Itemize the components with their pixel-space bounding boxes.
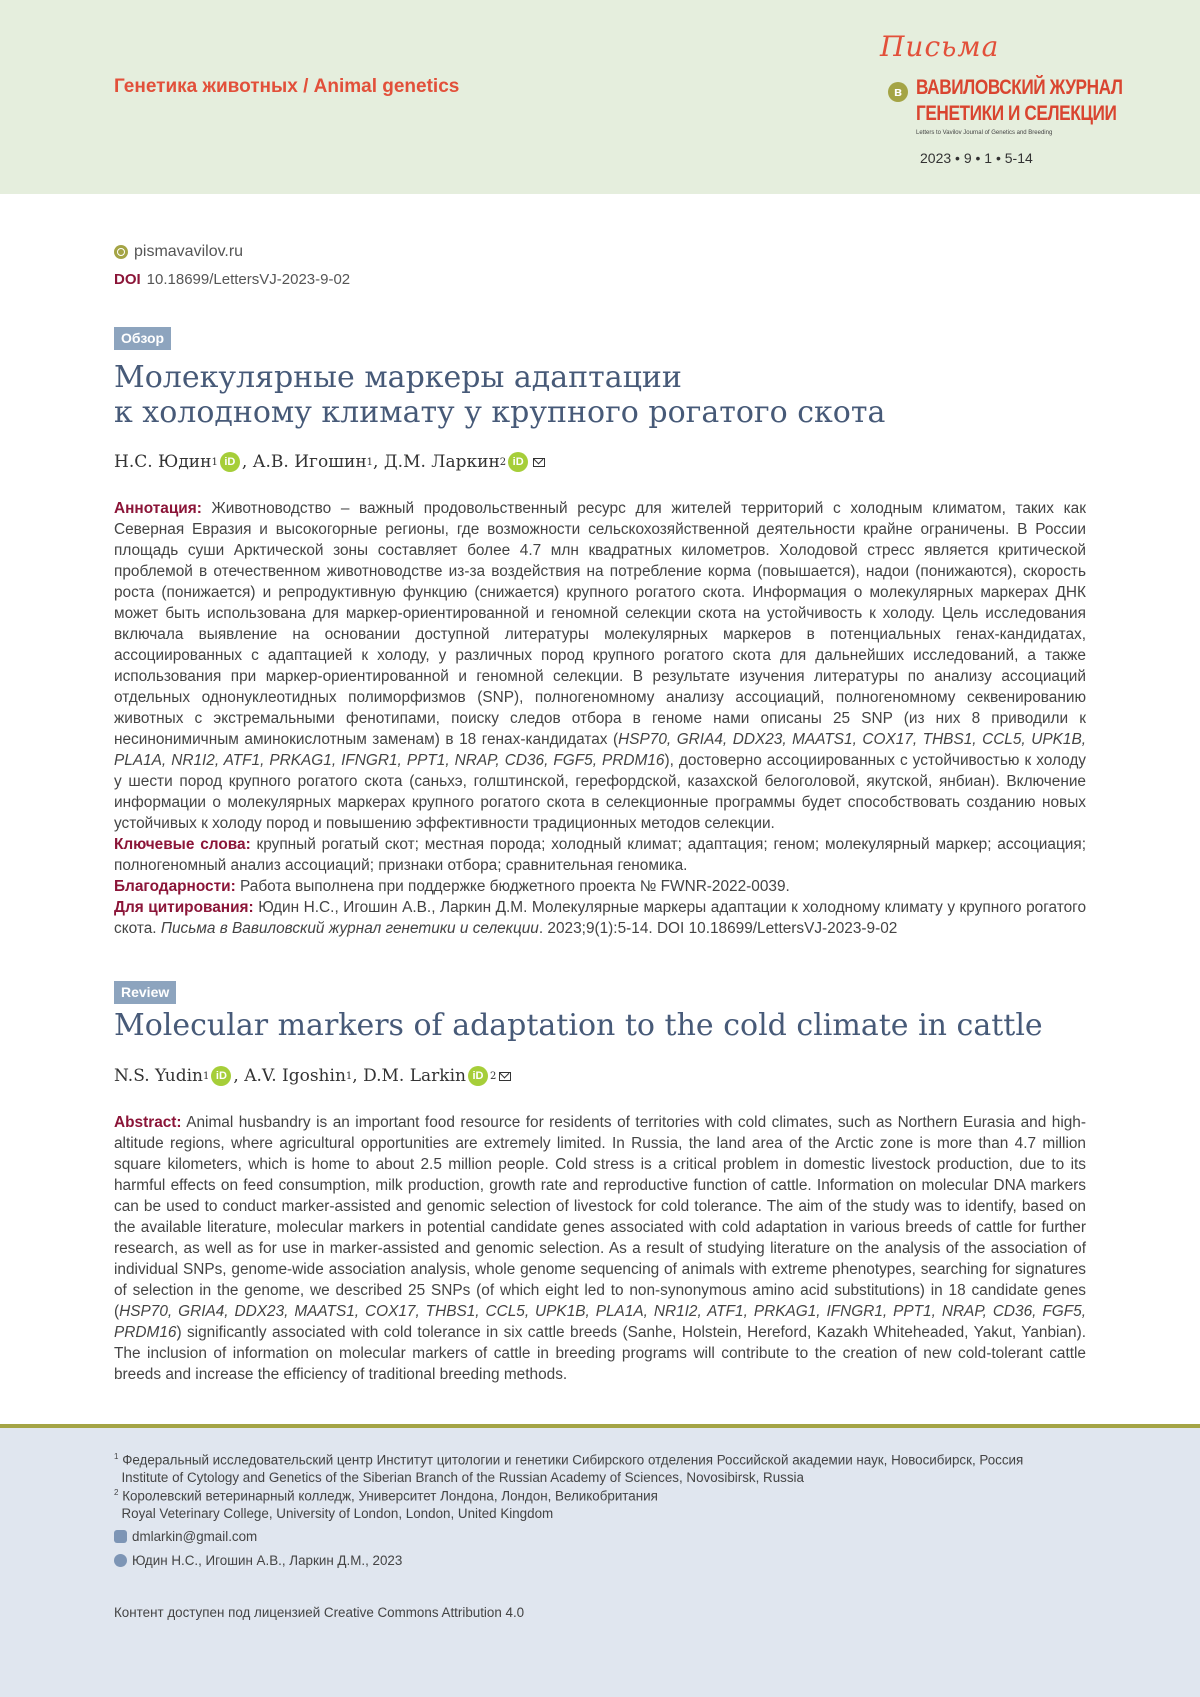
abstract-en-end: ) significantly associated with cold tolerance in six cattle breeds (Sanhe, Holstein, Hereford, Kazakh Whiteheaded, Yakut, Yanbian). The inclusion of information on molecular markers of cattle in breeding programs will contribute to the creation of new cold-tolerant cattle breeds and increase the efficiency of traditional breeding methods. (114, 1324, 1086, 1383)
logo-subtitle: Letters to Vavilov Journal of Genetics and Breeding (916, 130, 1052, 136)
author-ru-3: Д.М. Ларкин (384, 452, 500, 472)
author-en-1: N.S. Yudin (114, 1066, 203, 1086)
title-ru-line2: к холодному климату у крупного рогатого скота (114, 395, 885, 430)
copyright-icon (114, 1554, 127, 1567)
orcid-icon[interactable]: iD (468, 1066, 488, 1086)
aff1-sup: 1 (114, 1452, 118, 1461)
genes-ru: HSP70, GRIA4, DDX23, MAATS1, COX17, THBS1, CCL5, UPK1B, PLA1A, NR1I2, ATF1, PRKAG1, IFNGR1, PPT1, NRAP, CD36, FGF5, PRDM16 (114, 731, 1086, 769)
orcid-icon[interactable]: iD (220, 452, 240, 472)
affiliation-1 (114, 1448, 1023, 1487)
mail-icon[interactable] (533, 458, 545, 467)
authors-ru: Н.С. Юдин 1 iD , А.В. Игошин 1 , Д.М. Ларкин 2 iD (114, 452, 545, 472)
page-footer (0, 1428, 1200, 1697)
genes-en: HSP70, GRIA4, DDX23, MAATS1, COX17, THBS1, CCL5, UPK1B, PLA1A, NR1I2, ATF1, PRKAG1, IFNGR1, PPT1, NRAP, CD36, FGF5, PRDM16 (114, 1303, 1086, 1341)
thanks-label: Благодарности: (114, 878, 236, 895)
author-ru-1: Н.С. Юдин (114, 452, 211, 472)
logo-badge: в (888, 82, 908, 102)
author-ru-3-sup: 2 (500, 457, 506, 468)
logo-line2: ГЕНЕТИКИ И СЕЛЕКЦИИ (916, 102, 1116, 126)
issue-info: 2023 • 9 • 1 • 5-14 (920, 150, 1033, 166)
license: Контент доступен под лицензией Creative Commons Attribution 4.0 (114, 1604, 524, 1622)
title-en: Molecular markers of adaptation to the cold climate in cattle (114, 1008, 1043, 1043)
keywords-ru: крупный рогатый скот; местная порода; холодный климат; адаптация; геном; молекулярный маркер; ассоциация; полногеномный анализ ассоциаций; признаки отбора; сравнительная геномика. (114, 836, 1086, 874)
copyright: Юдин Н.С., Игошин А.В., Ларкин Д.М., 2023 (132, 1553, 402, 1568)
title-ru (114, 360, 885, 430)
site-link[interactable] (114, 243, 243, 261)
doi-value[interactable]: 10.18699/LettersVJ-2023-9-02 (147, 271, 350, 288)
cite-end: . 2023;9(1):5-14. DOI 10.18699/LettersVJ-2023-9-02 (539, 920, 897, 937)
doi (114, 271, 350, 288)
thanks-text: Работа выполнена при поддержке бюджетного проекта № FWNR-2022-0039. (240, 878, 790, 895)
journal-logo (876, 30, 1086, 142)
author-ru-2: А.В. Игошин (253, 452, 367, 472)
cite-label: Для цитирования: (114, 899, 254, 916)
author-en-3-sup: 2 (490, 1071, 496, 1082)
abstract-en (114, 1112, 1086, 1385)
affiliation-2 (114, 1484, 658, 1523)
email-icon (114, 1530, 127, 1543)
page-header (0, 0, 1200, 194)
email[interactable]: dmlarkin@gmail.com (132, 1529, 257, 1544)
doi-label: DOI (114, 271, 141, 288)
orcid-icon[interactable]: iD (508, 452, 528, 472)
aff1-ru: Федеральный исследовательский центр Институт цитологии и генетики Сибирского отделения Российской академии наук, Новосибирск, Россия (122, 1452, 1023, 1467)
copyright-line (114, 1552, 402, 1570)
author-en-1-sup: 1 (203, 1071, 209, 1082)
author-en-2: A.V. Igoshin (244, 1066, 346, 1086)
abstract-ru-label: Аннотация: (114, 500, 202, 517)
abstract-ru-end: ), достоверно ассоциированных с устойчивостью к холоду у шести пород крупного рогатого скота (саньхэ, голштинской, герефордской, казахской белоголовой, якутской, янбиан). Включение информации о молекулярных маркерах крупного рогатого скота в селекционные программы будет способствовать созданию новых устойчивых к холоду пород и повышению эффективности традиционных методов селекции. (114, 752, 1086, 832)
globe-icon (114, 245, 128, 259)
authors-en: N.S. Yudin 1 iD , A.V. Igoshin 1 , D.M. Larkin iD 2 (114, 1066, 511, 1086)
cite-text: Юдин Н.С., Игошин А.В., Ларкин Д.М. Молекулярные маркеры адаптации к холодному климату у крупного рогатого скота. (114, 899, 1086, 937)
mail-icon[interactable] (499, 1072, 511, 1081)
article-type-ru: Обзор (114, 327, 171, 350)
author-ru-1-sup: 1 (211, 457, 217, 468)
aff2-en: Royal Veterinary College, University of London, London, United Kingdom (121, 1506, 553, 1521)
abstract-ru-text: Животноводство – важный продовольственный ресурс для жителей территорий с холодным климатом, таких как Северная Евразия и высокогорные регионы, где возможности сельскохозяйственной деятельности крайне ограничены. В России площадь суши Арктической зоны составляет более 4.7 млн квадратных километров. Холодовой стресс является критической проблемой в отечественном животноводстве из-за воздействия на потребление корма (повышается), надои (понижаются), скорость роста (понижается) и репродуктивную функцию (снижается) крупного рогатого скота. Информация о молекулярных маркерах ДНК может быть использована для маркер-ориентированной и геномной селекции скота на устойчивость к холоду. Цель исследования включала выявление на основании доступной литературы молекулярных маркеров в потенциальных генах-кандидатах, ассоциированных с адаптацией к холоду, у различных пород крупного рогатого скота для дальнейших исследований, а также использования при маркер-ориентированной и геномной селекции. В результате изучения литературы по анализу ассоциаций отдельных однонуклеотидных полиморфизмов (SNP), полногеномному анализу ассоциаций, полногеномному секвенированию животных с экстремальными фенотипами, поиску следов отбора в геноме нами описаны 25 SNP (из них 8 приводили к несинонимичным аминокислотным заменам) в 18 генах-кандидатах ( (114, 500, 1086, 748)
orcid-icon[interactable]: iD (211, 1066, 231, 1086)
author-en-3: D.M. Larkin (363, 1066, 466, 1086)
section-title: Генетика животных / Animal genetics (114, 76, 459, 98)
site-text[interactable]: pismavavilov.ru (134, 243, 243, 261)
abstract-en-text: Animal husbandry is an important food resource for residents of territories with cold climates, such as Northern Eurasia and high-altitude regions, where agricultural opportunities are extremely limited. In Russia, the land area of the Arctic zone is more than 4.7 million square kilometers, which is home to about 2.5 million people. Cold stress is a critical problem in domestic livestock production, due to its harmful effects on feed consumption, milk production, growth rate and reproductive function of cattle. Information on molecular DNA markers can be used to conduct marker-assisted and genomic selection of livestock for cold tolerance. The aim of the study was to identify, based on the available literature, molecular markers in potential candidate genes associated with cold adaptation in various breeds of cattle for further research, as well as for use in marker-assisted and genomic selection. As a result of studying literature on the analysis of the association of individual SNPs, genome-wide association analysis, whole genome sequencing of animals with extreme phenotypes, searching for signatures of selection in the genome, we described 25 SNPs (of which eight led to non-synonymous amino acid substitutions) in 18 candidate genes ( (114, 1114, 1086, 1320)
title-ru-line1: Молекулярные маркеры адаптации (114, 360, 885, 395)
aff2-ru: Королевский ветеринарный колледж, Университет Лондона, Лондон, Великобритания (122, 1488, 658, 1503)
article-type-en: Review (114, 981, 176, 1004)
abstract-ru (114, 498, 1086, 939)
abstract-en-label: Abstract: (114, 1114, 182, 1131)
logo-script: Письма (880, 30, 999, 63)
author-en-2-sup: 1 (346, 1071, 352, 1082)
email-line[interactable] (114, 1528, 257, 1546)
keywords-ru-label: Ключевые слова: (114, 836, 251, 853)
aff2-sup: 2 (114, 1488, 118, 1497)
author-ru-2-sup: 1 (367, 457, 373, 468)
cite-journal: Письма в Вавиловский журнал генетики и селекции (161, 920, 539, 937)
logo-line1: ВАВИЛОВСКИЙ ЖУРНАЛ (916, 76, 1123, 100)
aff1-en: Institute of Cytology and Genetics of the Siberian Branch of the Russian Academy of Sciences, Novosibirsk, Russia (121, 1470, 804, 1485)
